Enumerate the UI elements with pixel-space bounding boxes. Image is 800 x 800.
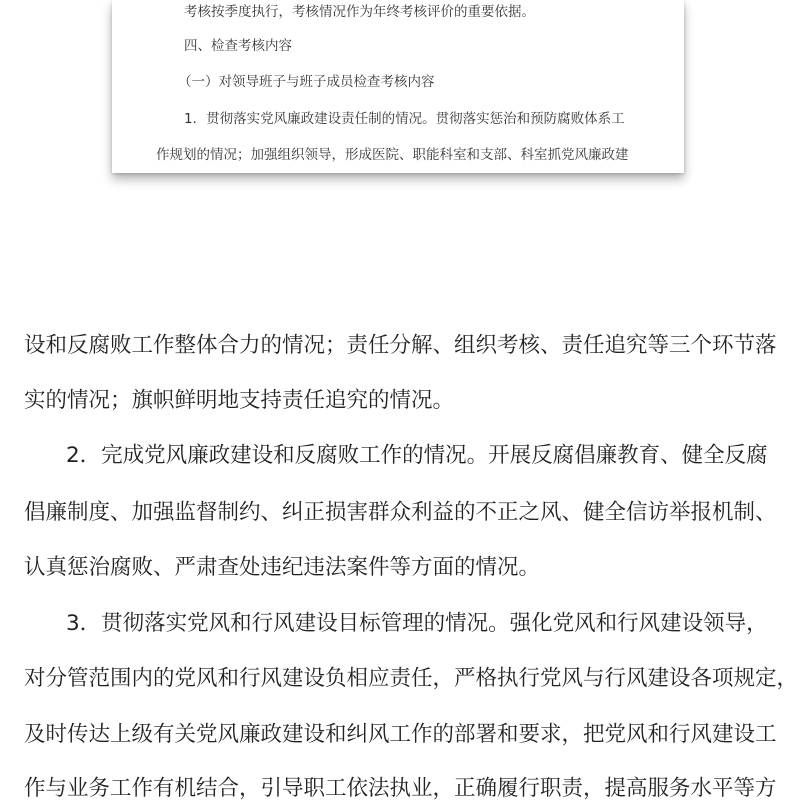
card-text-line: 1．贯彻落实党风廉政建设责任制的情况。贯彻落实惩治和预防腐败体系工: [184, 111, 625, 127]
body-text-line: 对分管范围内的党风和行风建设负相应责任，严格执行党风与行风建设各项规定，: [24, 666, 799, 691]
card-subsection-heading: （一）对领导班子与班子成员检查考核内容: [178, 74, 435, 90]
body-text-line: 及时传达上级有关党风廉政建设和纠风工作的部署和要求，把党风和行风建设工: [24, 722, 777, 747]
body-paragraph-start: 3．贯彻落实党风和行风建设目标管理的情况。强化党风和行风建设领导，: [66, 611, 768, 636]
body-text-line: 作与业务工作有机结合，引导职工依法执业，正确履行职责，提高服务水平等方: [24, 776, 777, 800]
body-text-line: 倡廉制度、加强监督制约、纠正损害群众利益的不正之风、健全信访举报机制、: [24, 500, 777, 525]
body-text-line: 实的情况；旗帜鲜明地支持责任追究的情况。: [24, 388, 455, 413]
card-text-line: 作规划的情况；加强组织领导，形成医院、职能科室和支部、科室抓党风廉政建: [156, 147, 629, 163]
body-text-line: 设和反腐败工作整体合力的情况；责任分解、组织考核、责任追究等三个环节落: [24, 333, 777, 358]
body-text-line: 认真惩治腐败、严肃查处违纪违法案件等方面的情况。: [24, 555, 541, 580]
card-text-line: 考核按季度执行，考核情况作为年终考核评价的重要依据。: [184, 4, 535, 20]
document-page-preview: [112, 0, 684, 173]
card-section-heading: 四、检查考核内容: [184, 38, 292, 54]
body-paragraph-start: 2．完成党风廉政建设和反腐败工作的情况。开展反腐倡廉教育、健全反腐: [66, 443, 768, 468]
